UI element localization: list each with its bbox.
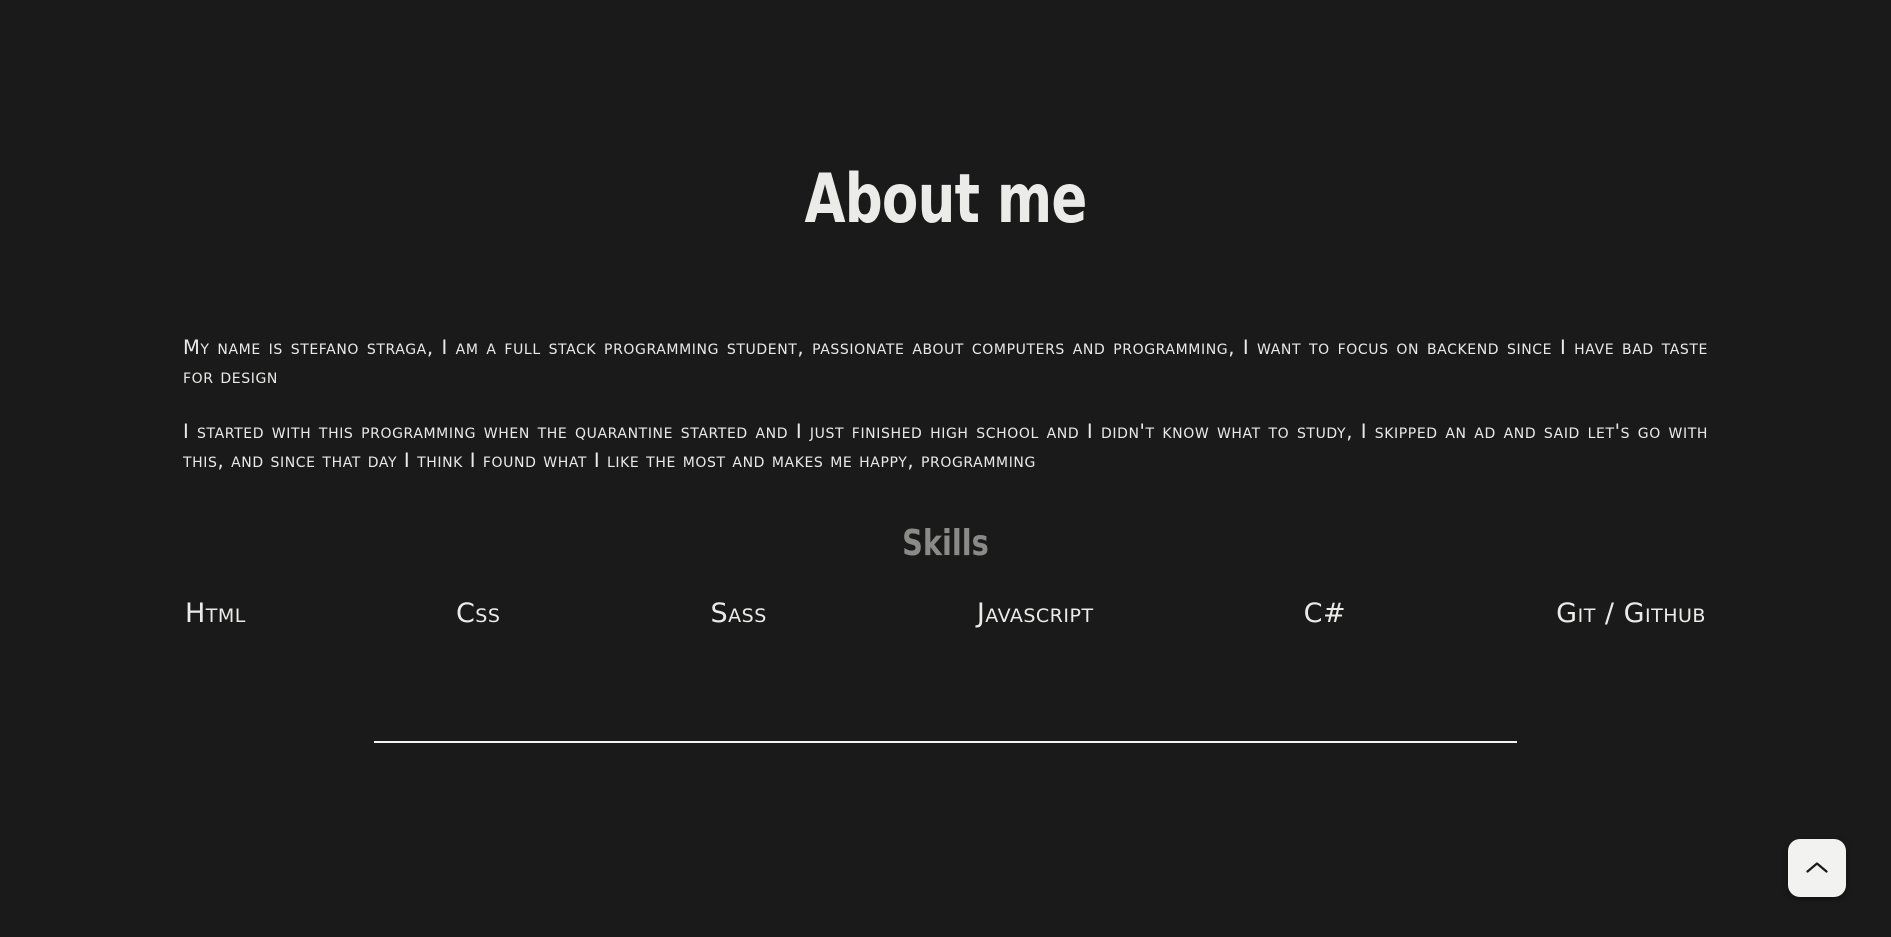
skill-item: Css — [455, 598, 501, 630]
about-paragraph-1: My name is stefano straga, I am a full stack programming student, passionate about computers and programming, I want to focus on backend since I have bad taste for design — [183, 336, 1708, 388]
skill-item: Javascript — [976, 598, 1094, 630]
chevron-up-icon — [1806, 861, 1828, 875]
skills-heading: Skills — [902, 523, 989, 565]
section-divider — [374, 741, 1517, 743]
skill-item: C# — [1303, 598, 1347, 630]
scroll-to-top-button[interactable] — [1788, 839, 1846, 897]
section-divider-wrapper — [183, 629, 1708, 743]
page-title: About me — [804, 160, 1087, 239]
about-content — [183, 239, 1708, 629]
skills-list — [183, 598, 1708, 629]
about-paragraph-2: I started with this programming when the quarantine started and I just finished high school and I didn't know what to study, I skipped an ad and said let's go with this, and since that day I think I found what I like the most and makes me happy, programming — [183, 419, 1708, 472]
skill-item: Html — [185, 598, 246, 630]
skill-item: Git / Github — [1556, 598, 1706, 630]
skill-item: Sass — [710, 598, 767, 630]
